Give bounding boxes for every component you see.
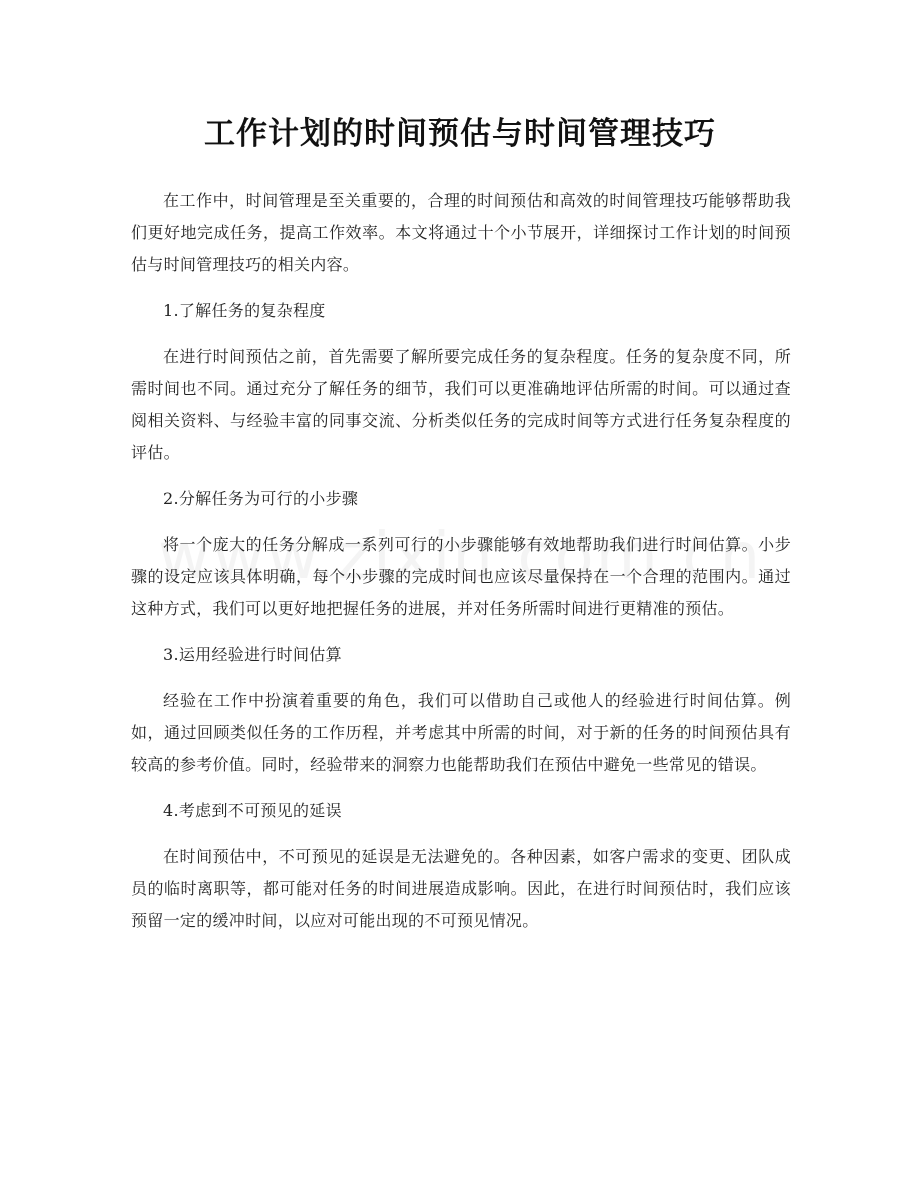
section-heading: 3.运用经验进行时间估算 bbox=[163, 645, 342, 664]
section-heading: 4.考虑到不可预见的延误 bbox=[163, 801, 342, 820]
page-title: 工作计划的时间预估与时间管理技巧 bbox=[204, 116, 716, 152]
section-paragraph: 经验在工作中扮演着重要的角色，我们可以借助自己或他人的经验进行时间估算。例如，通过回顾类似任务的工作历程，并考虑其中所需的时间，对于新的任务的时间预估具有较高的参考价值。同时，经验带来的洞察力也能帮助我们在预估中避免一些常见的错误。 bbox=[131, 691, 791, 774]
section-heading: 2.分解任务为可行的小步骤 bbox=[163, 489, 359, 508]
section-paragraph: 在进行时间预估之前，首先需要了解所要完成任务的复杂程度。任务的复杂度不同，所需时间也不同。通过充分了解任务的细节，我们可以更准确地评估所需的时间。可以通过查阅相关资料、与经验丰富的同事交流、分析类似任务的完成时间等方式进行任务复杂程度的评估。 bbox=[131, 347, 791, 462]
section-paragraph: 将一个庞大的任务分解成一系列可行的小步骤能够有效地帮助我们进行时间估算。小步骤的设定应该具体明确，每个小步骤的完成时间也应该尽量保持在一个合理的范围内。通过这种方式，我们可以更好地把握任务的进展，并对任务所需时间进行更精准的预估。 bbox=[131, 535, 791, 618]
section-paragraph: 在时间预估中，不可预见的延误是无法避免的。各种因素，如客户需求的变更、团队成员的临时离职等，都可能对任务的时间进展造成影响。因此，在进行时间预估时，我们应该预留一定的缓冲时间，以应对可能出现的不可预见情况。 bbox=[131, 847, 791, 930]
section-heading: 1.了解任务的复杂程度 bbox=[163, 301, 326, 320]
document-body bbox=[131, 185, 791, 937]
intro-paragraph: 在工作中，时间管理是至关重要的，合理的时间预估和高效的时间管理技巧能够帮助我们更好地完成任务，提高工作效率。本文将通过十个小节展开，详细探讨工作计划的时间预估与时间管理技巧的相关内容。 bbox=[131, 191, 791, 274]
